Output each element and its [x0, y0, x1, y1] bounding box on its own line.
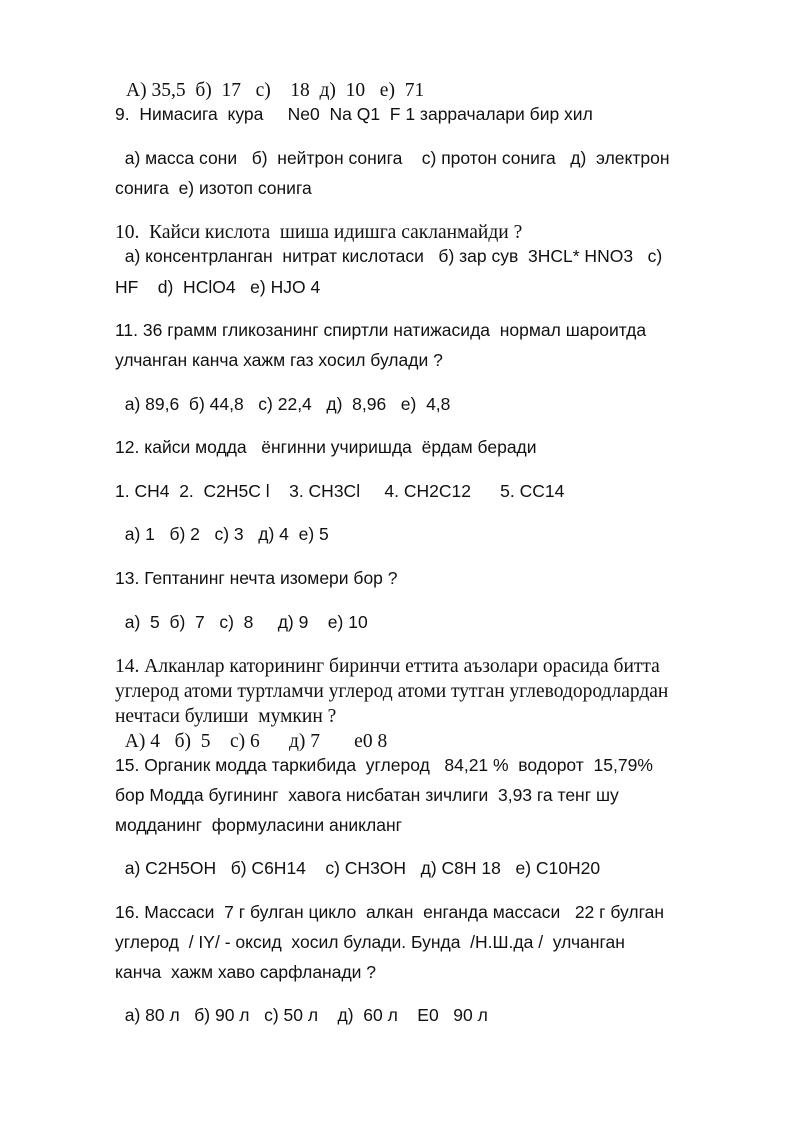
- q14-question-1: 14. Алканлар каторининг биринчи еттита аъзолари орасида битта: [115, 656, 660, 677]
- q11-question-1: 11. 36 грамм гликозанинг спиртли натижасида нормал шароитда: [115, 320, 647, 340]
- q15-question-2: бор Модда бугининг хавога нисбатан зичлиги 3,93 га тенг шу: [115, 785, 619, 805]
- q9-question: 9. Нимасига кура Ne0 Na Q1 F 1 заррачалари бир хил: [115, 104, 593, 124]
- q15-question-1: 15. Органик модда таркибида углерод 84,21 % водорот 15,79%: [115, 755, 653, 775]
- q15-question-3: модданинг формуласини аникланг: [115, 815, 402, 835]
- q9-answer-options-2: сонига е) изотоп сонига: [115, 178, 312, 198]
- q14-answer-options: А) 4 б) 5 с) 6 д) 7 е0 8: [115, 731, 388, 752]
- q12-answer-options: а) 1 б) 2 с) 3 д) 4 е) 5: [115, 524, 329, 544]
- q15-answer-options: а) C2H5OH б) C6H14 с) CH3OH д) C8H 18 е) C10H20: [115, 858, 601, 878]
- q16-question-3: канча хажм хаво сарфланади ?: [115, 962, 377, 982]
- q13-question: 13. Гептанинг нечта изомери бор ?: [115, 568, 398, 588]
- q10-question: 10. Кайси кислота шиша идишга сакланмайди ?: [115, 222, 523, 243]
- q12-substances: 1. CH4 2. C2H5C l 3. CH3Cl 4. CH2C12 5. CC14: [115, 481, 565, 501]
- q13-answer-options: а) 5 б) 7 с) 8 д) 9 е) 10: [115, 612, 368, 632]
- q11-answer-options: а) 89,6 б) 44,8 с) 22,4 д) 8,96 е) 4,8: [115, 394, 451, 414]
- q9-answer-options-1: а) масса сони б) нейтрон сонига с) протон сонига д) электрон: [115, 148, 670, 168]
- q14-question-3: нечтаси булиши мумкин ?: [115, 706, 337, 727]
- q11-question-2: улчанган канча хажм газ хосил булади ?: [115, 350, 443, 370]
- q16-answer-options: а) 80 л б) 90 л с) 50 л д) 60 л Е0 90 л: [115, 1005, 488, 1025]
- q16-question-1: 16. Массаси 7 г булган цикло алкан енганда массаси 22 г булган: [115, 902, 665, 922]
- q12-question: 12. кайси модда ёнгинни учиришда ёрдам беради: [115, 437, 537, 457]
- q8-answer-options: А) 35,5 б) 17 с) 18 д) 10 е) 71: [126, 80, 425, 101]
- q16-question-2: углерод / IY/ - оксид хосил булади. Бунда /Н.Ш.да / улчанган: [115, 932, 625, 952]
- q10-answer-options-2: HF d) HClO4 е) HJO 4: [115, 277, 321, 297]
- q14-question-2: углерод атоми туртламчи углерод атоми тутган углеводородлардан: [115, 681, 669, 702]
- q10-answer-options-1: а) консентрланган нитрат кислотаси б) зар сув 3HCL* HNO3 c): [115, 246, 663, 266]
